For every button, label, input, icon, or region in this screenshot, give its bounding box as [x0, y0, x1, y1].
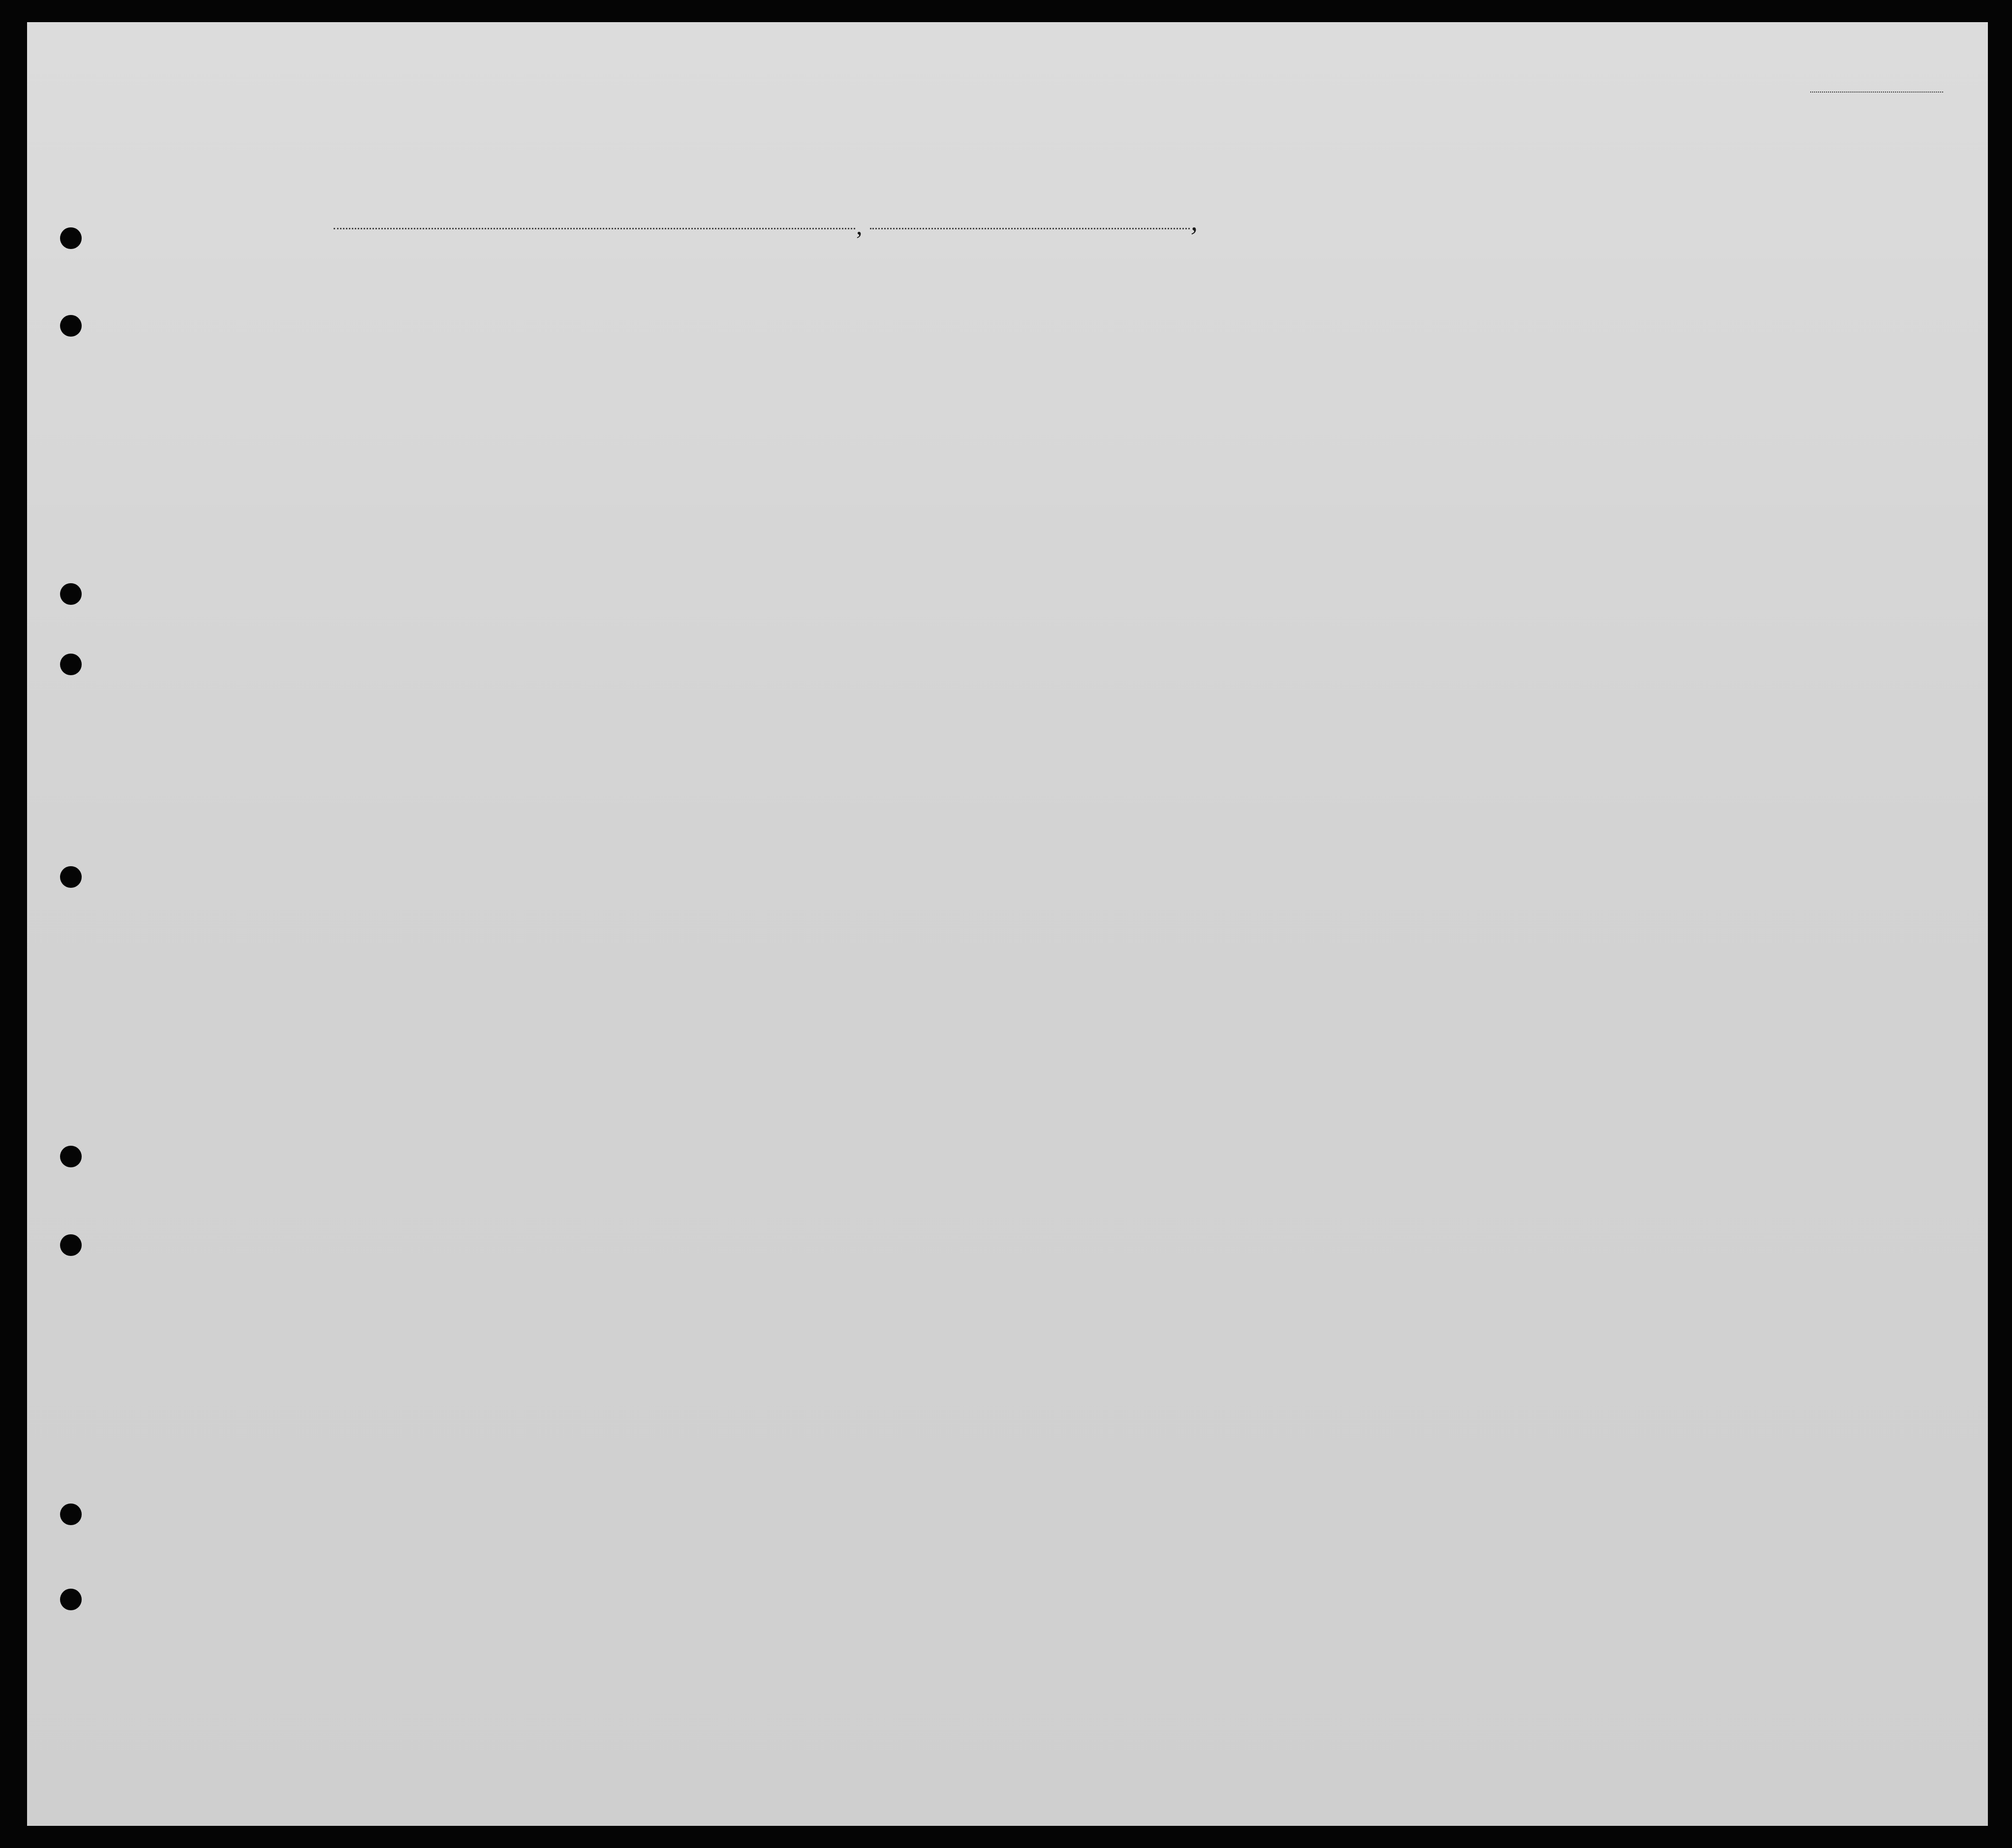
- comma: ,: [856, 212, 863, 240]
- col30-header: [1474, 298, 1489, 436]
- col24-b: [1214, 322, 1234, 440]
- col31-header: [1494, 298, 1509, 436]
- col28-header: [1373, 298, 1432, 436]
- col34-feet: [1646, 389, 1658, 426]
- col24-c: [1242, 322, 1269, 440]
- col29-header: [1439, 298, 1469, 436]
- col25-header: [1281, 298, 1316, 436]
- col19-header: [575, 293, 599, 426]
- col26-header: [1329, 298, 1342, 431]
- col27-header: [1354, 298, 1368, 431]
- comma: ,: [1191, 206, 1198, 237]
- col24-a: [1166, 322, 1201, 440]
- col21-header: [700, 293, 720, 431]
- col34-inches: [1671, 384, 1682, 426]
